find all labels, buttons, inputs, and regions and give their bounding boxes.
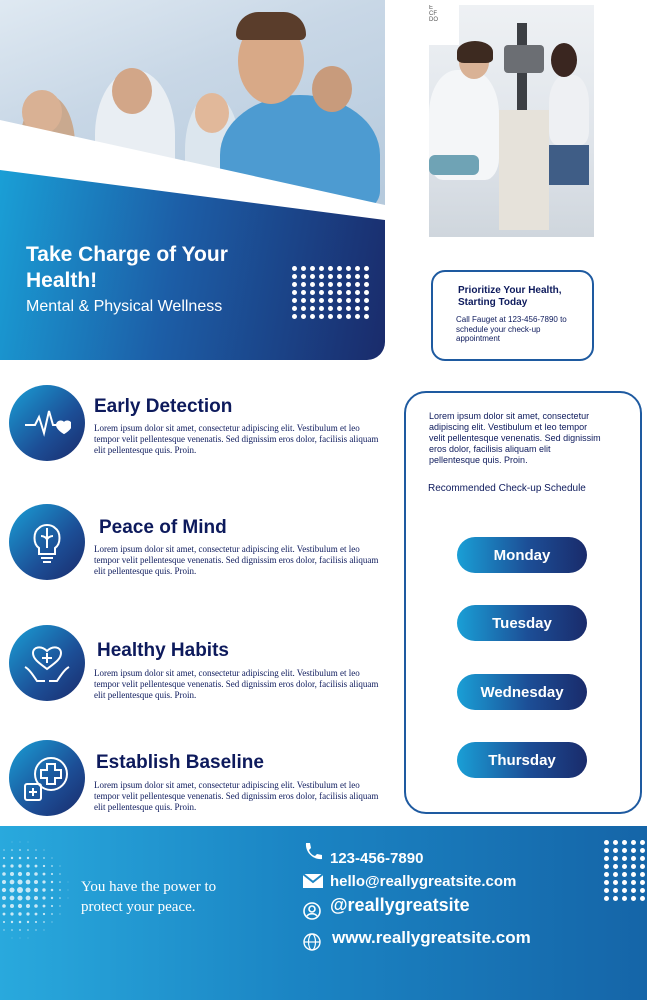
dot: [346, 306, 351, 311]
halftone-dot: [59, 905, 60, 906]
dot: [613, 896, 618, 901]
halftone-dot: [51, 913, 53, 915]
halftone-dot: [26, 864, 29, 867]
halftone-dot: [2, 888, 6, 892]
halftone-dot: [34, 904, 38, 908]
dot: [328, 298, 333, 303]
halftone-dot: [28, 842, 29, 843]
dot: [319, 298, 324, 303]
halftone-dot: [44, 930, 45, 931]
halftone-dot: [34, 896, 38, 900]
dot: [337, 290, 342, 295]
dot: [328, 290, 333, 295]
dot: [301, 274, 306, 279]
halftone-dot: [27, 857, 29, 859]
halftone-dot: [9, 887, 14, 892]
dot: [613, 840, 618, 845]
dot: [337, 298, 342, 303]
halftone-dot: [20, 938, 21, 939]
dot: [292, 298, 297, 303]
halftone-dot: [68, 890, 69, 891]
dot: [631, 840, 636, 845]
dot: [640, 848, 645, 853]
halftone-dot: [25, 887, 30, 892]
halftone-dot: [19, 921, 22, 924]
dot: [622, 880, 627, 885]
halftone-dot: [3, 865, 6, 868]
halftone-dot: [59, 873, 60, 874]
footer-email[interactable]: hello@reallygreatsite.com: [330, 873, 517, 890]
dot: [604, 840, 609, 845]
halftone-dot: [43, 873, 46, 876]
halftone-dot: [43, 857, 45, 859]
dot: [310, 290, 315, 295]
halftone-dot: [18, 904, 22, 908]
email-icon: [302, 873, 324, 889]
halftone-dot: [34, 888, 38, 892]
feature-text-establish-baseline: Lorem ipsum dolor sit amet, consectetur adipiscing elit. Vestibulum et leo tempor velit pellentesque venenatis. Sed dignissim eros dolor, facilisis aliquam elit pellentesque quis. Proin.: [94, 780, 379, 812]
halftone-dot: [11, 929, 13, 931]
dot: [319, 282, 324, 287]
dot: [310, 306, 315, 311]
dot: [604, 856, 609, 861]
dot: [346, 314, 351, 319]
halftone-dot: [59, 889, 61, 891]
dot: [622, 840, 627, 845]
halftone-dot: [51, 889, 54, 892]
dot: [613, 872, 618, 877]
halftone-dot: [43, 921, 45, 923]
dot: [613, 864, 618, 869]
halftone-dot: [10, 880, 15, 885]
halftone-dot: [18, 872, 22, 876]
halftone-dot: [3, 849, 4, 850]
halftone-dot: [10, 912, 13, 915]
halftone-dot: [3, 929, 4, 930]
prioritize-text: Call Fauget at 123-456-7890 to schedule your check-up appointment: [456, 315, 567, 343]
dot: [328, 306, 333, 311]
halftone-dot: [3, 913, 6, 916]
halftone-dot: [17, 879, 22, 884]
hero-subtitle: Mental & Physical Wellness: [26, 298, 223, 315]
halftone-dot: [35, 913, 38, 916]
halftone-dot: [60, 866, 61, 867]
halftone-dot: [19, 849, 21, 851]
dot: [622, 848, 627, 853]
halftone-dot: [17, 895, 22, 900]
halftone-dot: [51, 905, 53, 907]
dot: [319, 314, 324, 319]
dot: [364, 274, 369, 279]
dot: [364, 298, 369, 303]
feature-text-peace-of-mind: Lorem ipsum dolor sit amet, consectetur adipiscing elit. Vestibulum et leo tempor velit pellentesque venenatis. Sed dignissim eros dolor, facilisis aliquam elit pellentesque quis. Proin.: [94, 544, 379, 576]
dot: [346, 274, 351, 279]
dot: [301, 266, 306, 271]
halftone-dot: [2, 904, 6, 908]
halftone-dot: [11, 857, 13, 859]
dot: [613, 856, 618, 861]
dot: [310, 298, 315, 303]
halftone-pattern: [0, 838, 75, 943]
halftone-dot: [35, 929, 36, 930]
halftone-dot: [11, 921, 13, 923]
dot: [337, 314, 342, 319]
dot: [301, 282, 306, 287]
dot: [631, 864, 636, 869]
dot: [640, 888, 645, 893]
halftone-dot: [34, 880, 38, 884]
dot: [604, 864, 609, 869]
dot: [364, 306, 369, 311]
phone-icon: [302, 841, 322, 861]
feature-title-establish-baseline: Establish Baseline: [96, 752, 264, 773]
eye-exam-photo: E CF DO: [429, 5, 594, 237]
halftone-dot: [27, 929, 29, 931]
dot: [310, 274, 315, 279]
dot: [640, 840, 645, 845]
halftone-dot: [59, 881, 61, 883]
footer-tagline: You have the power to protect your peace.: [81, 879, 217, 915]
globe-icon: [303, 933, 321, 951]
dot: [631, 848, 636, 853]
dot: [301, 290, 306, 295]
halftone-dot: [12, 938, 13, 939]
dot: [337, 282, 342, 287]
halftone-dot: [26, 872, 30, 876]
dot: [319, 306, 324, 311]
dot: [640, 880, 645, 885]
dot: [604, 848, 609, 853]
dot: [319, 290, 324, 295]
dot: [292, 266, 297, 271]
dot: [310, 314, 315, 319]
halftone-dot: [60, 914, 61, 915]
dot: [631, 880, 636, 885]
halftone-dot: [35, 849, 36, 850]
halftone-dot: [44, 850, 45, 851]
dot: [640, 896, 645, 901]
dot: [355, 282, 360, 287]
halftone-dot: [18, 912, 21, 915]
feature-text-early-detection: Lorem ipsum dolor sit amet, consectetur adipiscing elit. Vestibulum et leo tempor velit pellentesque venenatis. Sed dignissim eros dolor, facilisis aliquam elit pellentesque quis. Proin.: [94, 423, 379, 455]
dot: [328, 282, 333, 287]
halftone-dot: [43, 905, 46, 908]
dot: [364, 282, 369, 287]
dot: [301, 306, 306, 311]
hands-heart-icon: [9, 625, 85, 701]
dot: [301, 314, 306, 319]
footer-phone[interactable]: 123-456-7890: [330, 850, 424, 867]
halftone-dot: [26, 880, 31, 885]
dot: [292, 274, 297, 279]
dot: [292, 314, 297, 319]
dot: [622, 896, 627, 901]
halftone-dot: [42, 880, 45, 883]
dot-pattern: [292, 266, 370, 319]
feature-title-early-detection: Early Detection: [94, 396, 233, 417]
halftone-dot: [18, 864, 21, 867]
dot: [346, 298, 351, 303]
halftone-dot: [68, 882, 69, 883]
halftone-dot: [59, 897, 61, 899]
dot: [346, 282, 351, 287]
halftone-dot: [34, 872, 38, 876]
halftone-dot: [11, 849, 13, 851]
halftone-dot: [35, 921, 37, 923]
dot: [622, 888, 627, 893]
halftone-dot: [10, 896, 15, 901]
halftone-dot: [17, 887, 23, 893]
halftone-dot: [26, 896, 31, 901]
halftone-dot: [3, 857, 5, 859]
dot: [301, 298, 306, 303]
halftone-dot: [10, 864, 13, 867]
schedule-heading: Recommended Check-up Schedule: [428, 483, 586, 494]
halftone-dot: [26, 912, 29, 915]
halftone-dot: [19, 929, 21, 931]
halftone-dot: [27, 849, 29, 851]
halftone-dot: [20, 842, 21, 843]
halftone-dot: [68, 898, 69, 899]
dot: [364, 314, 369, 319]
dot: [319, 266, 324, 271]
halftone-dot: [3, 921, 5, 923]
dot: [631, 888, 636, 893]
dot: [328, 314, 333, 319]
dot: [355, 314, 360, 319]
feature-title-peace-of-mind: Peace of Mind: [99, 517, 227, 538]
dot: [337, 266, 342, 271]
dot: [292, 282, 297, 287]
heartbeat-icon: [9, 385, 85, 461]
dot: [631, 856, 636, 861]
dot: [364, 290, 369, 295]
halftone-dot: [51, 857, 52, 858]
halftone-dot: [10, 904, 14, 908]
dot: [613, 848, 618, 853]
dot: [355, 274, 360, 279]
halftone-dot: [51, 921, 52, 922]
brain-bulb-icon: [9, 504, 85, 580]
dot: [328, 266, 333, 271]
day-button-tuesday[interactable]: Tuesday: [457, 605, 587, 641]
hero-title: Take Charge of Your Health!: [26, 243, 228, 292]
dot: [337, 274, 342, 279]
dot: [346, 290, 351, 295]
dot: [355, 290, 360, 295]
dot: [613, 888, 618, 893]
halftone-dot: [42, 888, 45, 891]
halftone-dot: [12, 842, 13, 843]
footer-dot-pattern: [604, 840, 646, 901]
halftone-dot: [43, 865, 45, 867]
dot: [337, 306, 342, 311]
halftone-dot: [10, 872, 14, 876]
halftone-dot: [27, 921, 29, 923]
footer-social[interactable]: @reallygreatsite: [330, 895, 470, 915]
halftone-dot: [42, 896, 45, 899]
dot: [640, 856, 645, 861]
halftone-dot: [2, 872, 6, 876]
day-button-wednesday[interactable]: Wednesday: [457, 674, 587, 710]
dot: [622, 872, 627, 877]
day-button-monday[interactable]: Monday: [457, 537, 587, 573]
schedule-text: Lorem ipsum dolor sit amet, consectetur adipiscing elit. Vestibulum et leo tempor velit pellentesque venenatis. Sed dignissim eros dolor, facilisis aliquam elit pellentesque quis. Proin.: [429, 411, 601, 465]
footer-website[interactable]: www.reallygreatsite.com: [332, 928, 531, 947]
dot: [364, 266, 369, 271]
dot: [292, 306, 297, 311]
dot: [328, 274, 333, 279]
feature-title-healthy-habits: Healthy Habits: [97, 640, 229, 661]
user-icon: [303, 902, 321, 920]
prioritize-title: Prioritize Your Health, Starting Today: [458, 285, 562, 308]
halftone-dot: [43, 913, 45, 915]
dot: [622, 856, 627, 861]
dot: [622, 864, 627, 869]
dot: [346, 266, 351, 271]
halftone-dot: [2, 896, 6, 900]
dot: [310, 266, 315, 271]
feature-text-healthy-habits: Lorem ipsum dolor sit amet, consectetur adipiscing elit. Vestibulum et leo tempor velit pellentesque venenatis. Sed dignissim eros dolor, facilisis aliquam elit pellentesque quis. Proin.: [94, 668, 379, 700]
dot: [310, 282, 315, 287]
dot: [604, 872, 609, 877]
dot: [319, 274, 324, 279]
halftone-dot: [19, 857, 22, 860]
dot: [640, 864, 645, 869]
halftone-dot: [51, 897, 53, 899]
halftone-dot: [2, 880, 6, 884]
dot: [640, 872, 645, 877]
day-button-thursday[interactable]: Thursday: [457, 742, 587, 778]
dot: [631, 896, 636, 901]
halftone-dot: [35, 865, 38, 868]
halftone-dot: [26, 904, 30, 908]
dot: [355, 266, 360, 271]
halftone-dot: [51, 881, 53, 883]
dot: [355, 306, 360, 311]
medical-cross-icon: [9, 740, 85, 816]
dot: [631, 872, 636, 877]
halftone-dot: [35, 857, 37, 859]
dot: [604, 896, 609, 901]
dot: [604, 888, 609, 893]
dot: [292, 290, 297, 295]
halftone-dot: [51, 865, 53, 867]
halftone-dot: [51, 873, 53, 875]
dot: [613, 880, 618, 885]
dot: [604, 880, 609, 885]
dot: [355, 298, 360, 303]
halftone-dot: [28, 938, 29, 939]
